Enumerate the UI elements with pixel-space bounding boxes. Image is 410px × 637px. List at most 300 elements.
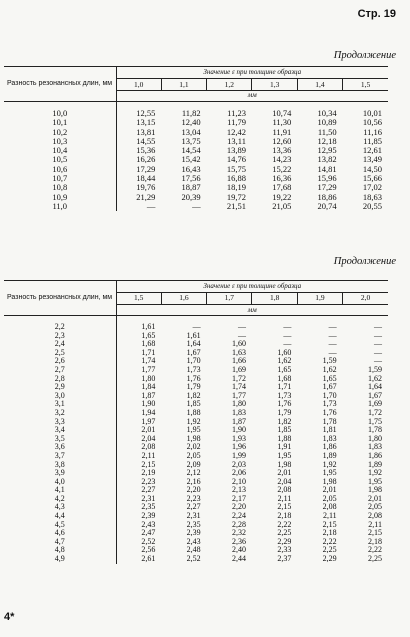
continued-label-2: Продолжение [333, 256, 396, 267]
value-cell: 1,77 [231, 390, 246, 400]
value-cell: 1,65 [277, 364, 292, 374]
row-label-cell: 3,7 [4, 452, 116, 461]
value-cell: 18,63 [362, 191, 382, 202]
value-cell: 10,56 [362, 117, 382, 128]
value-cell: 1,82 [277, 416, 292, 426]
value-cell: 1,87 [231, 416, 246, 426]
value-cell: 2,08 [322, 502, 337, 512]
row-label-cell: 10,7 [4, 174, 116, 183]
row-label-cell: 10,6 [4, 165, 116, 174]
value-cell: 11,82 [181, 108, 201, 118]
value-cell: 2,31 [141, 493, 156, 503]
unit-header: мм [116, 91, 388, 102]
value-cell: — [283, 322, 292, 331]
value-cell: 20,74 [317, 200, 337, 211]
value-cell: 11,23 [227, 108, 246, 118]
value-cell: 14,23 [272, 154, 292, 165]
value-cell: 1,91 [277, 442, 292, 452]
value-cell: 12,60 [272, 135, 292, 146]
value-cell: 1,78 [322, 416, 337, 426]
value-cell: 1,95 [186, 425, 201, 435]
value-cell: 16,88 [226, 173, 246, 184]
value-cell: 2,11 [368, 519, 382, 529]
value-cell: 1,73 [186, 364, 201, 374]
value-cell: 18,87 [181, 182, 201, 193]
value-cell: — [328, 330, 337, 340]
value-cell: 1,98 [368, 485, 382, 495]
value-cell: 2,25 [368, 554, 382, 564]
value-cell: 2,05 [186, 450, 201, 460]
thickness-cell: 1,6 [161, 293, 206, 305]
value-cell: 2,18 [322, 528, 337, 538]
value-cell: 2,11 [141, 450, 156, 460]
value-cell: 1,64 [368, 382, 382, 392]
value-cell: 1,92 [322, 459, 337, 469]
value-cell: 2,11 [322, 511, 337, 521]
value-cell: 1,74 [231, 382, 246, 392]
row-label-cell: 10,2 [4, 128, 116, 137]
table-row [4, 555, 388, 564]
value-cell: 1,84 [141, 382, 156, 392]
value-cell: 2,01 [277, 468, 292, 478]
value-cell: 11,85 [363, 135, 382, 146]
value-cell: 1,85 [186, 399, 201, 409]
value-cell: — [192, 200, 201, 211]
value-cell: 2,10 [231, 476, 246, 486]
value-cell: 11,50 [317, 126, 337, 137]
table-row [4, 202, 388, 211]
row-label-cell: 11,0 [4, 202, 116, 211]
value-cell: 2,32 [231, 528, 246, 538]
value-cell: — [283, 330, 292, 340]
row-label-cell: 2,2 [4, 316, 116, 332]
row-label-cell: 10,1 [4, 118, 116, 127]
value-cell: 2,35 [141, 502, 156, 512]
value-cell: 1,83 [368, 442, 382, 452]
value-cell: 12,40 [181, 117, 201, 128]
value-cell: 1,74 [141, 356, 156, 366]
value-cell: 13,75 [181, 135, 201, 146]
row-label-cell: 2,9 [4, 383, 116, 392]
value-cell: 2,23 [186, 493, 201, 503]
value-cell: 17,02 [362, 182, 382, 193]
value-cell: 18,19 [226, 182, 246, 193]
value-cell: 1,75 [368, 416, 382, 426]
value-cell: — [374, 339, 382, 349]
value-cell: 15,42 [181, 154, 201, 165]
value-cell: 1,95 [368, 476, 382, 486]
value-cell: 20,55 [362, 200, 382, 211]
row-label-cell: 4,3 [4, 503, 116, 512]
value-cell: 14,76 [226, 154, 246, 165]
value-cell: 1,68 [277, 373, 292, 383]
value-cell: 2,15 [368, 528, 382, 538]
value-cell: 2,22 [368, 545, 382, 555]
value-cell: 2,24 [231, 511, 246, 521]
value-cell: 1,89 [368, 459, 382, 469]
value-cell: 1,72 [368, 407, 382, 417]
value-cell: 18,44 [136, 173, 156, 184]
value-cell: 19,76 [136, 182, 156, 193]
value-cell: 2,52 [186, 554, 201, 564]
value-cell: 2,25 [322, 545, 337, 555]
row-label-cell: 3,8 [4, 461, 116, 470]
value-cell: 2,01 [322, 485, 337, 495]
row-label-cell: 10,0 [4, 102, 116, 119]
value-cell: 2,27 [141, 485, 156, 495]
value-cell: 14,50 [362, 163, 382, 174]
value-cell: 16,43 [181, 163, 201, 174]
thickness-cell: 1,2 [207, 79, 252, 91]
value-cell: 1,95 [277, 450, 292, 460]
value-cell: 1,61 [186, 330, 201, 340]
value-cell: 2,31 [186, 511, 201, 521]
value-cell: 10,74 [272, 108, 292, 118]
value-header: Значение ε при толщине образца [116, 281, 388, 293]
value-cell: 15,22 [272, 163, 292, 174]
value-cell: 2,16 [186, 476, 201, 486]
value-cell: 13,11 [227, 135, 246, 146]
value-cell: — [192, 322, 201, 331]
value-cell: 1,80 [231, 399, 246, 409]
value-cell: 2,23 [141, 476, 156, 486]
value-cell: 1,88 [186, 407, 201, 417]
value-cell: 12,55 [136, 108, 156, 118]
value-cell: 1,88 [277, 433, 292, 443]
value-cell: 2,03 [231, 459, 246, 469]
value-cell: 1,93 [231, 433, 246, 443]
value-cell: 1,76 [186, 373, 201, 383]
value-cell: 2,27 [186, 502, 201, 512]
value-cell: 20,39 [181, 191, 201, 202]
value-cell: 2,04 [277, 476, 292, 486]
value-cell: 13,36 [272, 145, 292, 156]
value-cell: 1,71 [277, 382, 292, 392]
value-cell: 10,01 [362, 108, 382, 118]
value-cell: 2,33 [277, 545, 292, 555]
row-label-cell: 4,6 [4, 529, 116, 538]
value-cell: — [237, 330, 246, 340]
value-cell: 2,11 [277, 493, 292, 503]
value-cell: 1,99 [231, 450, 246, 460]
row-header: Разность резонансных длин, мм [4, 67, 116, 102]
value-cell: 13,04 [181, 126, 201, 137]
value-cell: 1,78 [368, 425, 382, 435]
thickness-cell: 2,0 [343, 293, 388, 305]
value-cell: 14,54 [181, 145, 201, 156]
value-cell: 1,61 [141, 322, 156, 331]
value-cell: 10,34 [317, 108, 337, 118]
value-cell: 2,47 [141, 528, 156, 538]
value-cell: 1,62 [368, 373, 382, 383]
row-header: Разность резонансных длин, мм [4, 281, 116, 316]
value-cell: — [328, 339, 337, 349]
value-cell: 1,59 [368, 364, 382, 374]
value-cell: 1,86 [368, 450, 382, 460]
value-cell: 1,72 [231, 373, 246, 383]
value-cell: — [146, 200, 156, 211]
value-cell: 1,77 [141, 364, 156, 374]
value-cell: 2,08 [277, 485, 292, 495]
row-label-cell: 3,6 [4, 443, 116, 452]
value-cell: 1,96 [231, 442, 246, 452]
value-cell: 17,29 [136, 163, 156, 174]
unit-header: мм [116, 305, 388, 316]
value-cell: 1,76 [322, 407, 337, 417]
value-cell: 1,95 [322, 468, 337, 478]
table-1 [4, 66, 388, 211]
value-cell: 1,70 [186, 356, 201, 366]
value-cell: 17,56 [181, 173, 201, 184]
table-row [4, 316, 388, 332]
value-cell: 1,62 [277, 356, 292, 366]
value-cell: 21,05 [272, 200, 292, 211]
value-cell: 2,01 [368, 493, 382, 503]
value-cell: 1,81 [322, 425, 337, 435]
value-cell: 1,70 [322, 390, 337, 400]
value-cell: 2,52 [141, 536, 156, 546]
value-cell: 1,63 [231, 347, 246, 357]
value-cell: 13,15 [136, 117, 156, 128]
value-cell: 1,65 [141, 330, 156, 340]
value-cell: 2,06 [231, 468, 246, 478]
row-label-cell: 2,7 [4, 366, 116, 375]
value-cell: 1,59 [322, 356, 337, 366]
value-cell: 2,20 [231, 502, 246, 512]
value-cell: 17,68 [272, 182, 292, 193]
value-cell: 2,36 [231, 536, 246, 546]
value-cell: 2,01 [141, 425, 156, 435]
value-cell: 1,62 [322, 364, 337, 374]
value-cell: 13,49 [362, 154, 382, 165]
value-cell: 1,97 [141, 416, 156, 426]
value-cell: 2,18 [368, 536, 382, 546]
value-cell: 1,64 [186, 339, 201, 349]
value-cell: 19,22 [272, 191, 292, 202]
value-cell: 1,83 [322, 433, 337, 443]
value-cell: 2,39 [186, 528, 201, 538]
row-label-cell: 3,9 [4, 469, 116, 478]
value-cell: 2,05 [368, 502, 382, 512]
value-cell: — [374, 347, 382, 357]
row-label-cell: 2,6 [4, 357, 116, 366]
value-cell: 1,68 [141, 339, 156, 349]
value-cell: 12,61 [362, 145, 382, 156]
value-cell: 12,95 [317, 145, 337, 156]
value-cell: 11,30 [272, 117, 292, 128]
value-cell: 1,86 [322, 442, 337, 452]
row-label-cell: 3,4 [4, 426, 116, 435]
value-cell: 13,81 [136, 126, 156, 137]
page-number: Стр. 19 [357, 8, 396, 20]
thickness-cell: 1,1 [161, 79, 206, 91]
value-cell: 2,29 [322, 554, 337, 564]
value-cell: 1,90 [141, 399, 156, 409]
row-label-cell: 4,9 [4, 555, 116, 564]
value-cell: 2,15 [322, 519, 337, 529]
value-cell: 1,90 [231, 425, 246, 435]
table-body [4, 316, 388, 564]
value-cell: 15,96 [317, 173, 337, 184]
value-cell: 1,80 [368, 433, 382, 443]
value-cell: 1,83 [231, 407, 246, 417]
value-cell: 1,92 [368, 468, 382, 478]
value-cell: — [374, 356, 382, 366]
value-cell: 2,08 [141, 442, 156, 452]
row-label-cell: 2,5 [4, 349, 116, 358]
value-cell: 1,82 [186, 390, 201, 400]
value-cell: 2,19 [141, 468, 156, 478]
row-label-cell: 2,3 [4, 332, 116, 341]
value-cell: 1,76 [277, 399, 292, 409]
value-cell: 1,71 [141, 347, 156, 357]
value-cell: 2,05 [322, 493, 337, 503]
thickness-cell: 1,3 [252, 79, 297, 91]
value-cell: 2,43 [186, 536, 201, 546]
value-cell: 15,66 [362, 173, 382, 184]
value-cell: 2,56 [141, 545, 156, 555]
value-cell: 1,79 [277, 407, 292, 417]
row-label-cell: 4,8 [4, 546, 116, 555]
value-cell: — [374, 322, 382, 331]
value-cell: 1,65 [322, 373, 337, 383]
value-header: Значение ε при толщине образца [116, 67, 388, 79]
value-cell: 1,87 [141, 390, 156, 400]
value-cell: 12,42 [226, 126, 246, 137]
value-cell: 12,18 [317, 135, 337, 146]
continued-label-1: Продолжение [333, 50, 396, 61]
value-cell: 1,67 [186, 347, 201, 357]
row-label-cell: 3,5 [4, 435, 116, 444]
value-cell: — [374, 330, 382, 340]
value-cell: 1,92 [186, 416, 201, 426]
value-cell: 2,04 [141, 433, 156, 443]
value-cell: 11,16 [363, 126, 382, 137]
value-cell: 1,94 [141, 407, 156, 417]
value-cell: 2,40 [231, 545, 246, 555]
row-label-cell: 4,4 [4, 512, 116, 521]
value-cell: 1,80 [141, 373, 156, 383]
value-cell: — [328, 322, 337, 331]
value-cell: 19,72 [226, 191, 246, 202]
thickness-cell: 1,5 [116, 293, 161, 305]
value-cell: 17,29 [317, 182, 337, 193]
row-label-cell: 10,8 [4, 183, 116, 192]
value-cell: 1,60 [231, 339, 246, 349]
table-row [4, 102, 388, 119]
value-cell: 2,15 [277, 502, 292, 512]
value-cell: 1,98 [322, 476, 337, 486]
value-cell: 11,79 [227, 117, 246, 128]
value-cell: 2,22 [277, 519, 292, 529]
row-label-cell: 10,9 [4, 193, 116, 202]
row-label-cell: 2,4 [4, 340, 116, 349]
value-cell: 2,43 [141, 519, 156, 529]
value-cell: 1,98 [277, 459, 292, 469]
value-cell: 2,20 [186, 485, 201, 495]
value-cell: 2,13 [231, 485, 246, 495]
value-cell: — [283, 339, 292, 349]
row-label-cell: 3,2 [4, 409, 116, 418]
value-cell: 1,60 [277, 347, 292, 357]
value-cell: 1,89 [322, 450, 337, 460]
value-cell: 1,67 [368, 390, 382, 400]
thickness-cell: 1,7 [207, 293, 252, 305]
value-cell: 2,39 [141, 511, 156, 521]
row-label-cell: 3,0 [4, 392, 116, 401]
value-cell: — [328, 347, 337, 357]
value-cell: 2,28 [231, 519, 246, 529]
value-cell: 13,82 [317, 154, 337, 165]
value-cell: 13,89 [226, 145, 246, 156]
value-cell: 2,44 [231, 554, 246, 564]
value-cell: 1,69 [231, 364, 246, 374]
value-cell: 2,22 [322, 536, 337, 546]
thickness-cell: 1,8 [252, 293, 297, 305]
signature-mark: 4* [4, 611, 15, 623]
value-cell: 2,15 [141, 459, 156, 469]
value-cell: 1,69 [368, 399, 382, 409]
value-cell: 2,12 [186, 468, 201, 478]
value-cell: 2,29 [277, 536, 292, 546]
value-cell: 1,73 [322, 399, 337, 409]
row-label-cell: 10,3 [4, 137, 116, 146]
value-cell: — [237, 322, 246, 331]
row-label-cell: 4,7 [4, 538, 116, 547]
value-cell: 1,73 [277, 390, 292, 400]
value-cell: 16,36 [272, 173, 292, 184]
row-label-cell: 2,8 [4, 375, 116, 384]
value-cell: 15,36 [136, 145, 156, 156]
value-cell: 2,08 [368, 511, 382, 521]
value-cell: 1,98 [186, 433, 201, 443]
value-cell: 15,75 [226, 163, 246, 174]
value-cell: 2,25 [277, 528, 292, 538]
value-cell: 14,55 [136, 135, 156, 146]
row-label-cell: 3,1 [4, 400, 116, 409]
row-label-cell: 4,5 [4, 521, 116, 530]
value-cell: 1,85 [277, 425, 292, 435]
row-label-cell: 4,0 [4, 478, 116, 487]
value-cell: 1,67 [322, 382, 337, 392]
value-cell: 2,37 [277, 554, 292, 564]
row-label-cell: 4,2 [4, 495, 116, 504]
value-cell: 18,86 [317, 191, 337, 202]
value-cell: 1,66 [231, 356, 246, 366]
row-label-cell: 10,5 [4, 155, 116, 164]
row-label-cell: 4,1 [4, 486, 116, 495]
value-cell: 21,29 [136, 191, 156, 202]
value-cell: 2,18 [277, 511, 292, 521]
value-cell: 2,02 [186, 442, 201, 452]
value-cell: 2,09 [186, 459, 201, 469]
value-cell: 11,91 [272, 126, 292, 137]
thickness-cell: 1,0 [116, 79, 161, 91]
thickness-cell: 1,4 [297, 79, 342, 91]
value-cell: 14,81 [317, 163, 337, 174]
table-body [4, 102, 388, 212]
row-label-cell: 10,4 [4, 146, 116, 155]
value-cell: 2,61 [141, 554, 156, 564]
row-label-cell: 3,3 [4, 418, 116, 427]
value-cell: 2,35 [186, 519, 201, 529]
value-cell: 1,79 [186, 382, 201, 392]
value-cell: 2,48 [186, 545, 201, 555]
thickness-cell: 1,9 [297, 293, 342, 305]
value-cell: 10,89 [317, 117, 337, 128]
table-2 [4, 280, 388, 564]
thickness-cell: 1,5 [343, 79, 388, 91]
